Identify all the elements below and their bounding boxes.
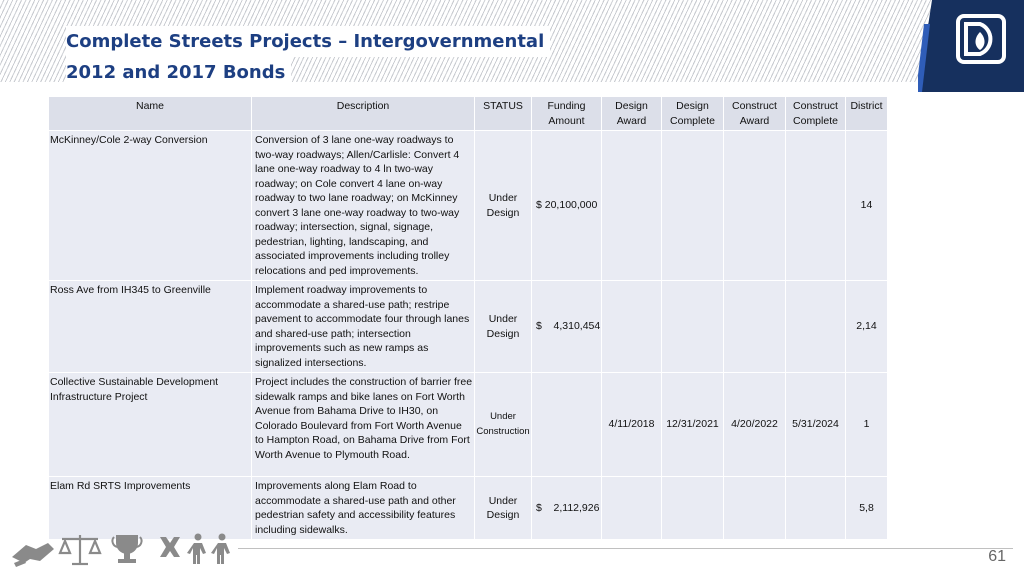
- cell-name: Collective Sustainable Development Infrastructure Project: [49, 373, 252, 477]
- cell-district: 2,14: [846, 281, 888, 373]
- col-header-description: Description: [252, 97, 475, 131]
- title-line-1: Complete Streets Projects – Intergovernmental: [66, 26, 550, 57]
- city-logo-icon: [918, 0, 1024, 92]
- cell-construct-complete: 5/31/2024: [786, 373, 846, 477]
- scales-icon: [60, 535, 100, 564]
- cell-status: Under Construction: [475, 373, 532, 477]
- cell-name: Elam Rd SRTS Improvements: [49, 477, 252, 540]
- col-header-name: Name: [49, 97, 252, 131]
- trophy-icon: [112, 535, 141, 563]
- cell-design-complete: [662, 281, 724, 373]
- cell-name: McKinney/Cole 2-way Conversion: [49, 131, 252, 281]
- cell-construct-award: [724, 131, 786, 281]
- cell-district: 1: [846, 373, 888, 477]
- col-header-status: STATUS: [475, 97, 532, 131]
- cell-status: Under Design: [475, 281, 532, 373]
- cell-design-complete: [662, 131, 724, 281]
- cell-design-award: [602, 477, 662, 540]
- col-header-construct-award: Construct Award: [724, 97, 786, 131]
- cell-construct-award: 4/20/2022: [724, 373, 786, 477]
- table-row: [49, 131, 888, 281]
- people-icon: [187, 534, 230, 565]
- cell-design-award: [602, 131, 662, 281]
- footer-icon-strip: [10, 527, 235, 569]
- table-row: [49, 281, 888, 373]
- projects-table: [48, 96, 888, 540]
- col-header-design-complete: Design Complete: [662, 97, 724, 131]
- cell-name: Ross Ave from IH345 to Greenville: [49, 281, 252, 373]
- page-number: 61: [988, 548, 1006, 565]
- cell-description: Conversion of 3 lane one-way roadways to two-way roadways; Allen/Carlisle: Convert 4 lane one-way roadway to 4 ln two-way roadway; on Cole convert 4 lane on-way roadway to two lane roadway; on McKinney convert 3 lane one-way roadway to two-way roadway; intersection, signal, signage, pedestrian, lighting, landscaping, and associated improvements including trolley relocations and ped improvements.: [252, 131, 475, 281]
- table-header-row: [49, 97, 888, 131]
- cell-construct-award: [724, 281, 786, 373]
- cell-funding: $ 4,310,454: [532, 281, 602, 373]
- cell-description: Implement roadway improvements to accommodate a shared-use path; restripe pavement to accommodate four through lanes and shared-use path; intersection improvements such as new ramps as signalized intersections.: [252, 281, 475, 373]
- col-header-district: District: [846, 97, 888, 131]
- cell-district: 5,8: [846, 477, 888, 540]
- cell-funding: [532, 373, 602, 477]
- cell-description: Improvements along Elam Road to accommodate a shared-use path and other pedestrian safety and accessibility features including sidewalks.: [252, 477, 475, 540]
- cell-construct-complete: [786, 477, 846, 540]
- col-header-design-award: Design Award: [602, 97, 662, 131]
- cell-design-complete: [662, 477, 724, 540]
- cell-funding: $ 2,112,926: [532, 477, 602, 540]
- cell-description: Project includes the construction of barrier free sidewalk ramps and bike lanes on Fort Worth Avenue from Bahama Drive to IH30, on Colorado Boulevard from Fort Worth Avenue to Hampton Road, on Bahama Drive from Fort Worth Avenue to Plymouth Road.: [252, 373, 475, 477]
- cell-funding: $ 20,100,000: [532, 131, 602, 281]
- title-line-2: 2012 and 2017 Bonds: [66, 57, 291, 88]
- cell-construct-complete: [786, 281, 846, 373]
- page-title: [66, 26, 826, 88]
- cell-construct-complete: [786, 131, 846, 281]
- footer-divider: [238, 548, 1013, 549]
- cell-construct-award: [724, 477, 786, 540]
- cell-design-award: [602, 281, 662, 373]
- handshake-icon: [12, 543, 54, 567]
- table-row: [49, 373, 888, 477]
- cell-status: Under Design: [475, 131, 532, 281]
- col-header-construct-complete: Construct Complete: [786, 97, 846, 131]
- cell-status: Under Design: [475, 477, 532, 540]
- star-burst-icon: [160, 537, 180, 557]
- col-header-funding-amount: Funding Amount: [532, 97, 602, 131]
- cell-district: 14: [846, 131, 888, 281]
- cell-design-complete: 12/31/2021: [662, 373, 724, 477]
- cell-design-award: 4/11/2018: [602, 373, 662, 477]
